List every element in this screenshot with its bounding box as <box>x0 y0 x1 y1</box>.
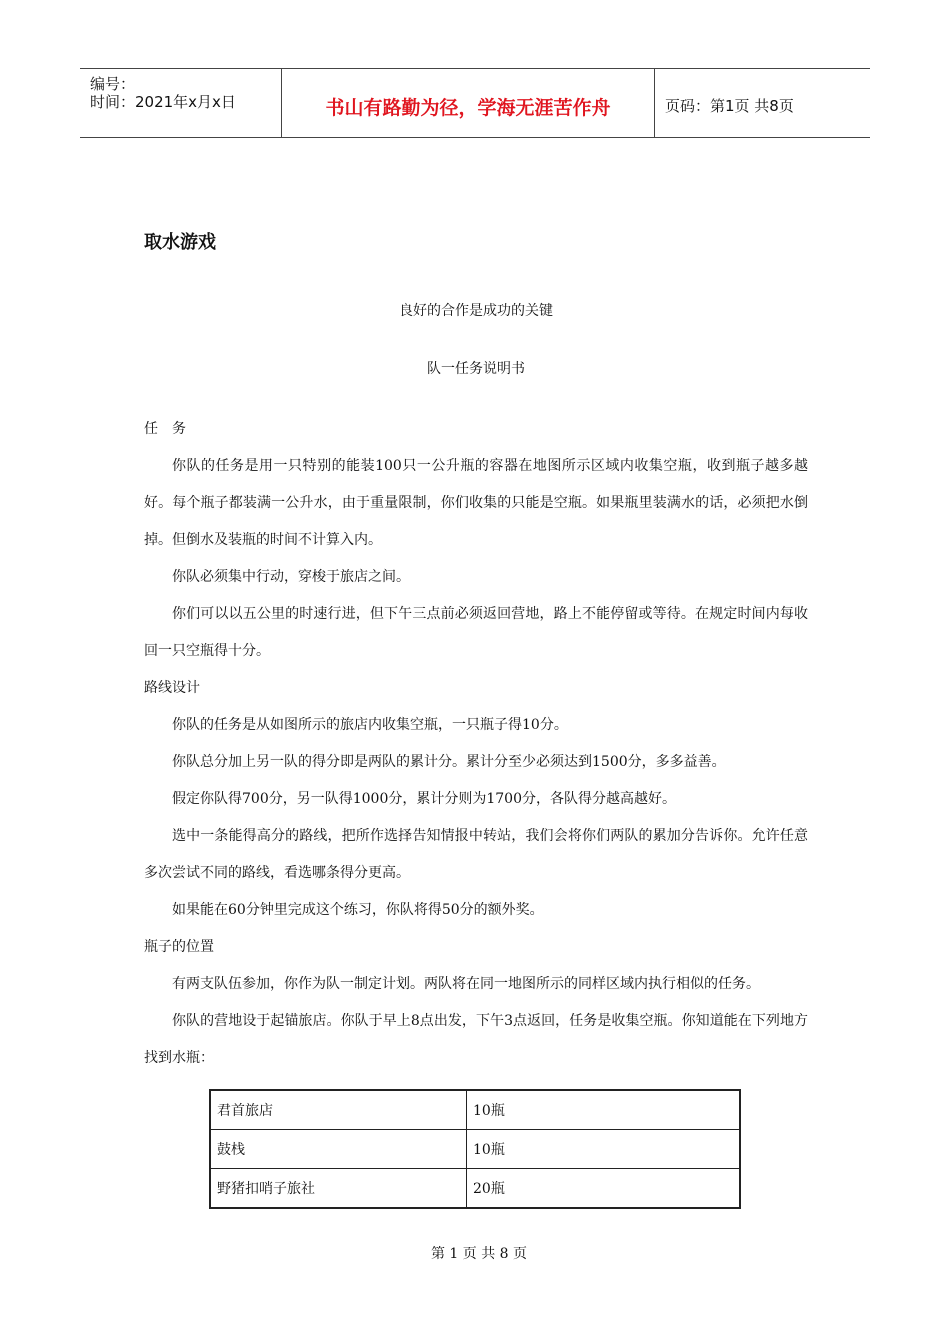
header-meta <box>80 69 282 137</box>
page-footer: 第 1 页 共 8 页 <box>430 1246 528 1262</box>
doc-title: 取水游戏 <box>144 232 216 253</box>
paragraph: 如果能在60分钟里完成这个练习，你队将得50分的额外奖。 <box>172 902 544 918</box>
table-cell-place: 鼓栈 <box>210 1130 467 1169</box>
section-route <box>144 670 808 929</box>
table-row <box>210 1090 740 1130</box>
doc-subheading: 队一任务说明书 <box>427 361 525 377</box>
paragraph: 选中一条能得高分的路线，把所作选择告知情报中转站，我们会将你们两队的累加分告诉你。允许任意多次尝试不同的路线，看选哪条得分更高。 <box>144 828 808 881</box>
table-cell-count: 20瓶 <box>467 1169 741 1209</box>
table-row <box>210 1130 740 1169</box>
paragraph: 你队的任务是从如图所示的旅店内收集空瓶，一只瓶子得10分。 <box>172 717 568 733</box>
paragraph: 你队必须集中行动，穿梭于旅店之间。 <box>172 569 410 585</box>
document-body <box>144 230 808 1077</box>
paragraph: 假定你队得700分，另一队得1000分，累计分则为1700分，各队得分越高越好。 <box>172 791 676 807</box>
header-page-info: 页码：第1页 共8页 <box>665 96 794 115</box>
section-task <box>144 411 808 670</box>
doc-subtitle: 良好的合作是成功的关键 <box>399 303 553 319</box>
header-motto: 书山有路勤为径，学海无涯苦作舟 <box>282 69 655 137</box>
table-cell-place: 野猪扣哨子旅社 <box>210 1169 467 1209</box>
table-cell-count: 10瓶 <box>467 1090 741 1130</box>
number-label: 编号： <box>90 75 136 93</box>
section-heading: 路线设计 <box>144 680 200 696</box>
paragraph: 你队的任务是用一只特别的能装100只一公升瓶的容器在地图所示区域内收集空瓶，收到瓶子越多越好。每个瓶子都装满一公升水，由于重量限制，你们收集的只能是空瓶。如果瓶里装满水的话，必须把水倒掉。但倒水及装瓶的时间不计算入内。 <box>144 458 808 548</box>
table-row <box>210 1169 740 1209</box>
section-bottle-location <box>144 929 808 1077</box>
time-label: 时间：2021年x月x日 <box>90 93 236 111</box>
table-cell-place: 君首旅店 <box>210 1090 467 1130</box>
table-cell-count: 10瓶 <box>467 1130 741 1169</box>
paragraph: 有两支队伍参加，你作为队一制定计划。两队将在同一地图所示的同样区域内执行相似的任务。 <box>172 976 760 992</box>
bottle-table <box>209 1089 741 1209</box>
document-header <box>80 68 870 138</box>
paragraph: 你队总分加上另一队的得分即是两队的累计分。累计分至少必须达到1500分，多多益善。 <box>172 754 726 770</box>
paragraph: 你们可以以五公里的时速行进，但下午三点前必须返回营地，路上不能停留或等待。在规定时间内每收回一只空瓶得十分。 <box>144 606 808 659</box>
section-heading: 任 务 <box>144 421 186 437</box>
paragraph: 你队的营地设于起锚旅店。你队于早上8点出发，下午3点返回，任务是收集空瓶。你知道能在下列地方找到水瓶： <box>144 1013 808 1066</box>
section-heading: 瓶子的位置 <box>144 939 214 955</box>
